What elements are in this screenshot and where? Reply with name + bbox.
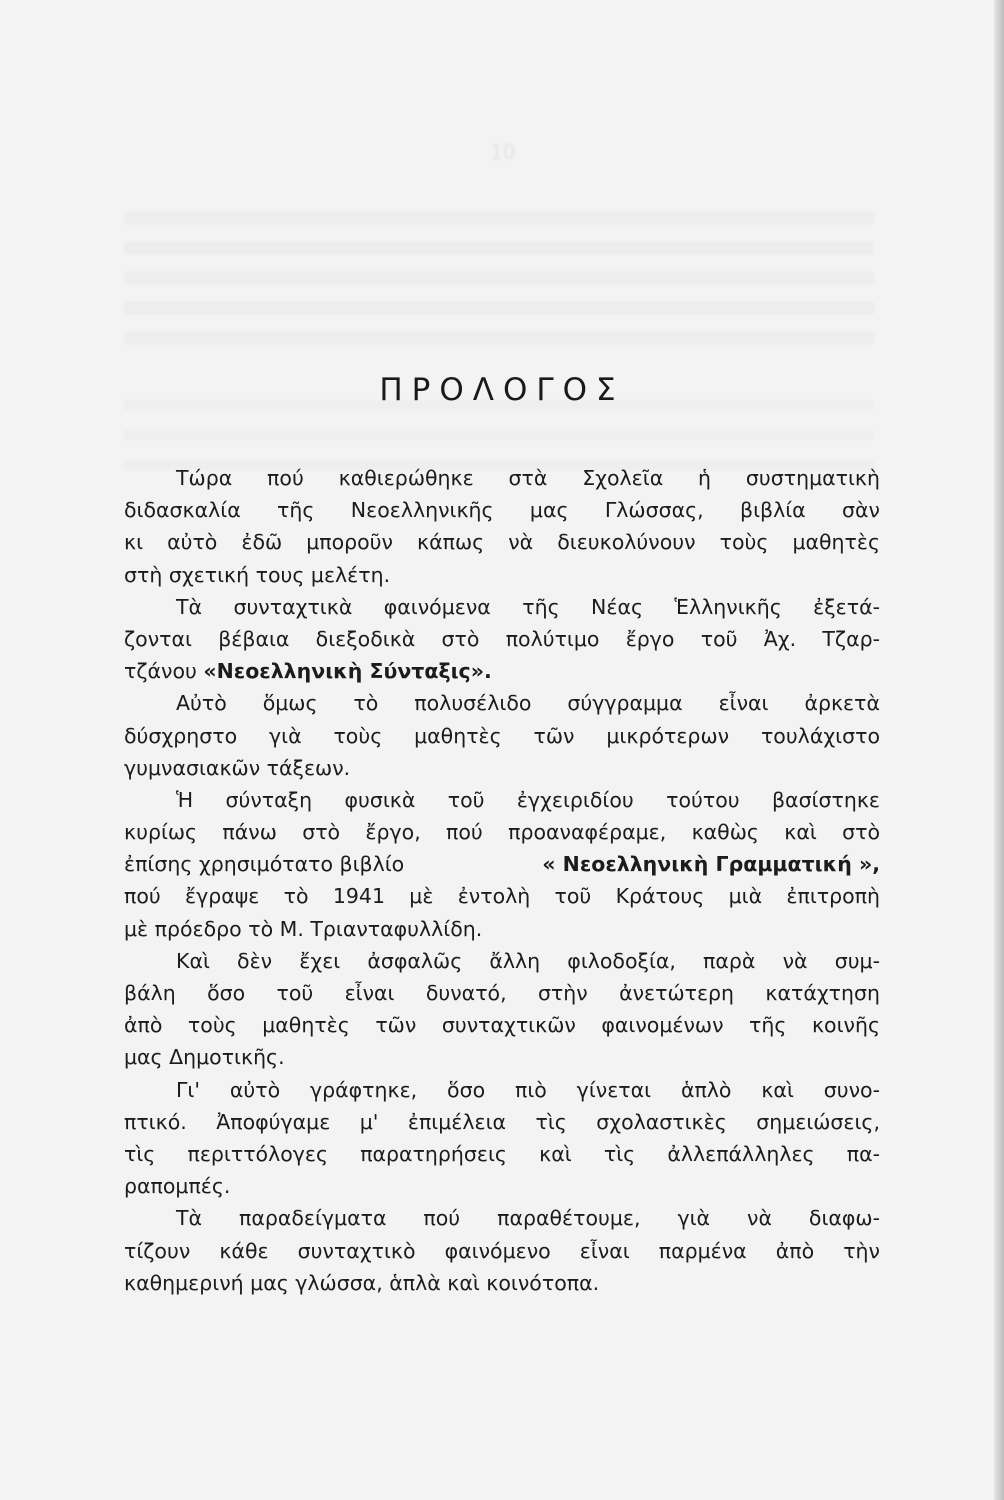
text-line: Τὰ παραδείγματα πού παραθέτουμε, γιὰ νὰ διαφω-: [176, 1206, 880, 1231]
text-line: τίζουν κάθε συνταχτικὸ φαινόμενο εἶναι παρμένα ἀπὸ τὴν: [124, 1238, 880, 1263]
text-line: βάλη ὅσο τοῦ εἶναι δυνατό, στὴν ἀνετώτερη κατάχτηση: [124, 981, 880, 1005]
text-line: καθημερινή μας γλώσσα, ἁπλὰ καὶ κοινότοπα.: [124, 1270, 600, 1295]
text-line: Γι' αὐτὸ γράφτηκε, ὅσο πιὸ γίνεται ἁπλὸ καὶ συνο-: [176, 1077, 880, 1102]
text-line: [124, 848, 880, 880]
show-through: 10: [490, 140, 516, 164]
text-line: δύσχρηστο γιὰ τοὺς μαθητὲς τῶν μικρότερων τουλάχιστο: [124, 723, 880, 748]
text-line: κυρίως πάνω στὸ ἔργο, πού προαναφέραμε, καθὼς καὶ στὸ: [124, 820, 880, 845]
text-run: ἐπίσης χρησιμότατο βιβλίο: [124, 852, 405, 877]
text-line: τὶς περιττόλογες παρατηρήσεις καὶ τὶς ἀλλεπάλληλες πα-: [124, 1141, 880, 1166]
text-line: πτικό. Ἀποφύγαμε μ' ἐπιμέλεια τὶς σχολαστικὲς σημειώσεις,: [124, 1109, 880, 1134]
paragraph-5: [124, 945, 880, 1074]
text-line: Τώρα πού καθιερώθηκε στὰ Σχολεῖα ἡ συστηματικὴ: [176, 466, 880, 490]
preface-body: [124, 462, 880, 1299]
text-line: μας Δημοτικῆς.: [124, 1045, 285, 1070]
text-line: διδασκαλία τῆς Νεοελληνικῆς μας Γλώσσας, βιβλία σὰν: [124, 498, 880, 523]
page-title: ΠΡΟΛΟΓΟΣ: [379, 372, 625, 408]
text-line: κι αὐτὸ ἐδῶ μποροῦν κάπως νὰ διευκολύνουν τοὺς μαθητὲς: [124, 530, 880, 555]
book-title-bold: «Νεοελληνικὴ Σύνταξις».: [203, 659, 492, 684]
text-line: στὴ σχετική τους μελέτη.: [124, 562, 391, 587]
text-line: ἀπὸ τοὺς μαθητὲς τῶν συνταχτικῶν φαινομένων τῆς κοινῆς: [124, 1013, 880, 1038]
text-line: Καὶ δὲν ἔχει ἀσφαλῶς ἄλλη φιλοδοξία, παρὰ νὰ συμ-: [176, 948, 880, 973]
text-line: [124, 655, 880, 687]
text-line: Ἡ σύνταξη φυσικὰ τοῦ ἐγχειριδίου τούτου βασίστηκε: [176, 787, 880, 812]
book-title-bold: « Νεοελληνικὴ Γραμματική »,: [542, 852, 880, 877]
show-through: [124, 212, 874, 362]
text-run: τζάνου: [124, 659, 204, 684]
text-line: πού ἔγραψε τὸ 1941 μὲ ἐντολὴ τοῦ Κράτους μιὰ ἐπιτροπὴ: [124, 884, 880, 909]
paragraph-2: [124, 591, 880, 688]
page-edge-shadow: [994, 0, 1004, 1500]
text-line: γυμνασιακῶν τάξεων.: [124, 755, 351, 780]
text-line: Τὰ συνταχτικὰ φαινόμενα τῆς Νέας Ἑλληνικῆς ἐξετά-: [176, 594, 880, 619]
text-line: μὲ πρόεδρο τὸ Μ. Τριανταφυλλίδη.: [124, 916, 483, 941]
text-line: Αὐτὸ ὅμως τὸ πολυσέλιδο σύγγραμμα εἶναι ἀρκετὰ: [176, 691, 880, 716]
text-line: ζονται βέβαια διεξοδικὰ στὸ πολύτιμο ἔργο τοῦ Ἀχ. Τζαρ-: [124, 626, 880, 651]
paragraph-4: [124, 784, 880, 945]
paragraph-1: [124, 462, 880, 591]
paragraph-7: [124, 1202, 880, 1299]
paragraph-3: [124, 687, 880, 784]
paragraph-6: [124, 1074, 880, 1203]
text-line: ραπομπές.: [124, 1174, 231, 1199]
show-through: [124, 400, 874, 470]
